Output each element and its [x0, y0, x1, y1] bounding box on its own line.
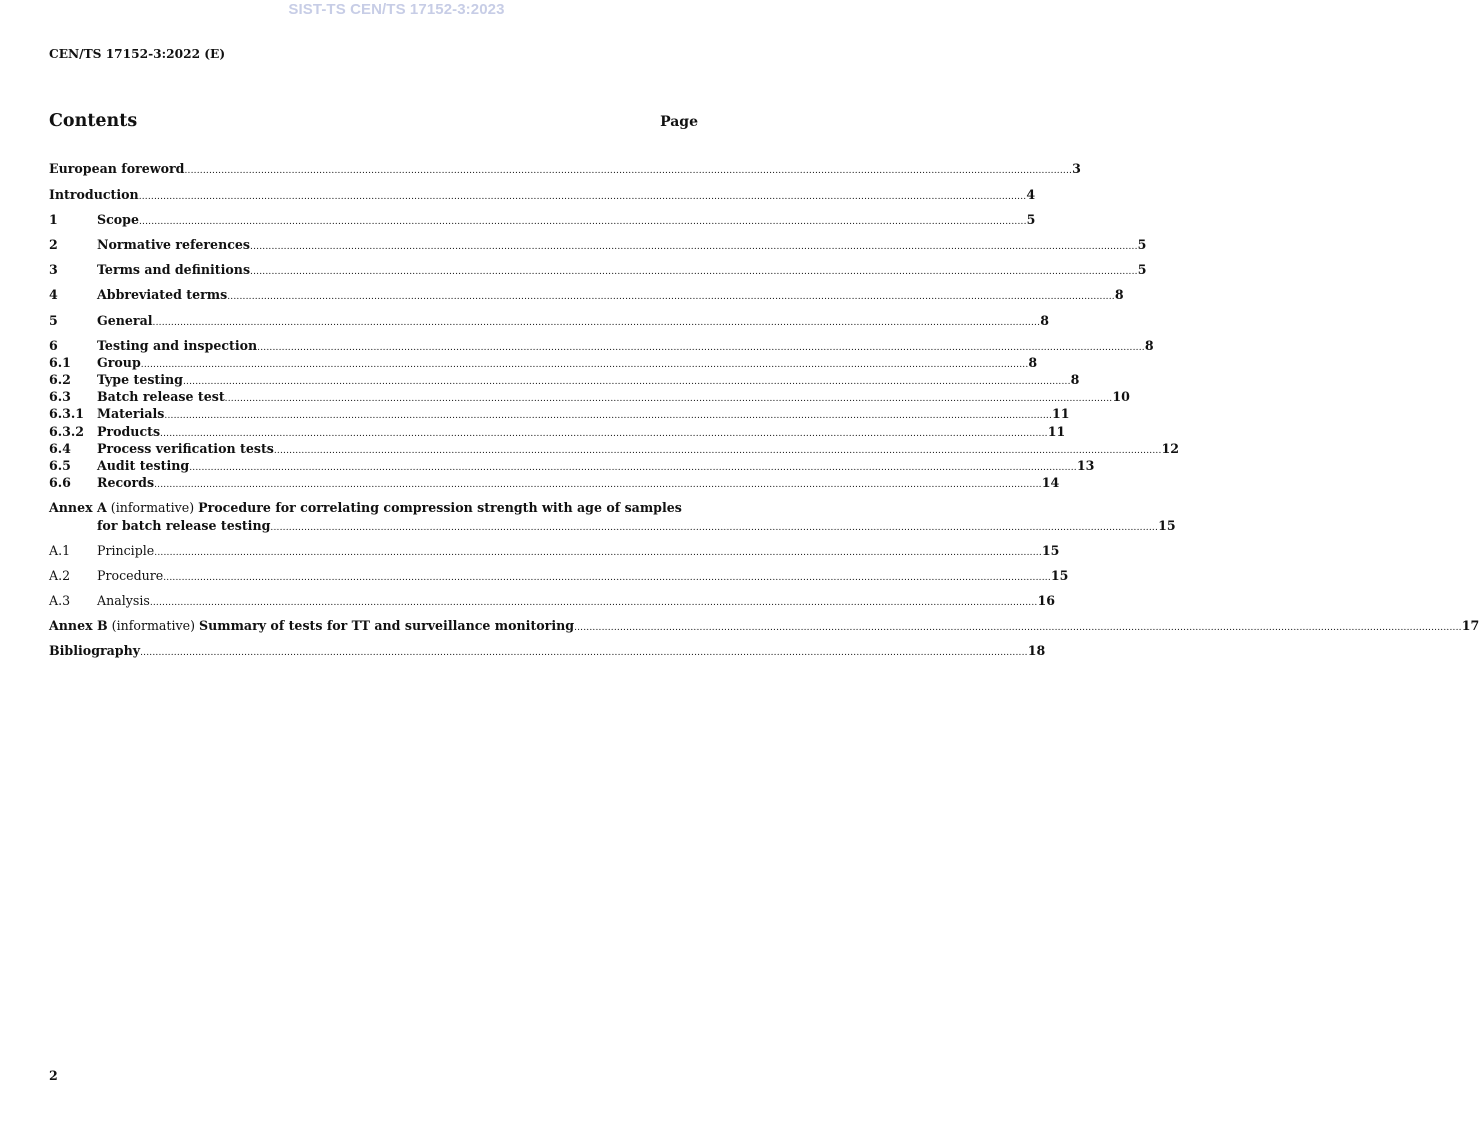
- toc-entry-page: 14: [1041, 475, 1060, 490]
- toc-entry-title: Procedure: [97, 568, 164, 583]
- toc-entry-page: 3: [1072, 161, 1081, 176]
- toc-entry-number: 6.1: [49, 355, 71, 370]
- toc-entry-number: 6.5: [49, 458, 71, 473]
- toc-entry-number: A.1: [49, 543, 71, 558]
- dot-leader: ..................................................................................................................................................................................................................................................................................................: [250, 242, 1138, 252]
- toc-entry-page: 15: [1050, 568, 1069, 583]
- toc-entry-title: Normative references: [97, 237, 251, 252]
- dot-leader: ..................................................................................................................................................................................................................................................................................................: [574, 623, 1462, 633]
- toc-entry-title: General: [97, 313, 153, 328]
- toc-entry-number: 6.3: [49, 389, 71, 404]
- toc-entry-title: Introduction: [49, 187, 139, 202]
- dot-leader: ..................................................................................................................................................................................................................................................................................................: [140, 648, 1028, 658]
- toc-entry-annex-a-analysis[interactable]: [49, 593, 1055, 609]
- toc-entry-number: 6.2: [49, 372, 71, 387]
- toc-entry-bibliography[interactable]: [49, 643, 1046, 659]
- toc-entry-number: 6: [49, 338, 58, 353]
- toc-entry-scope[interactable]: [49, 212, 1036, 228]
- toc-entry-title: Audit testing: [97, 458, 190, 473]
- toc-entry-type-testing[interactable]: [49, 372, 1080, 388]
- dot-leader: ..................................................................................................................................................................................................................................................................................................: [184, 166, 1073, 176]
- toc-entry-title: Group: [97, 355, 141, 370]
- toc-entry-number: 3: [49, 262, 58, 277]
- dot-leader: ..................................................................................................................................................................................................................................................................................................: [138, 192, 1027, 202]
- toc-entry-annex-b[interactable]: [49, 618, 1479, 634]
- toc-entry-page: 18: [1027, 643, 1046, 658]
- toc-entry-title: European foreword: [49, 161, 185, 176]
- annex-kind: (informative): [111, 618, 195, 633]
- toc-entry-title: Process verification tests: [97, 441, 274, 456]
- toc-entry-page: 8: [1040, 313, 1049, 328]
- toc-entry-foreword[interactable]: [49, 161, 1081, 177]
- toc-entry-number: 2: [49, 237, 58, 252]
- toc-entry-title: Scope: [97, 212, 139, 227]
- toc-entry-annex-a-heading[interactable]: [49, 500, 682, 516]
- toc-entry-number: 6.3.1: [49, 406, 85, 421]
- dot-leader: ..................................................................................................................................................................................................................................................................................................: [164, 411, 1053, 421]
- toc-entry-title: [49, 618, 574, 634]
- toc-entry-page: 8: [1070, 372, 1080, 387]
- toc-entry-page: 5: [1137, 237, 1147, 252]
- toc-entry-process-verification-tests[interactable]: [49, 441, 1180, 457]
- toc-entry-number: A.3: [49, 593, 71, 608]
- dot-leader: ..................................................................................................................................................................................................................................................................................................: [140, 360, 1029, 370]
- document-id: CEN/TS 17152-3:2022 (E): [49, 47, 226, 61]
- toc-entry-page: 16: [1037, 593, 1055, 608]
- dot-leader: ..................................................................................................................................................................................................................................................................................................: [273, 446, 1162, 456]
- toc-entry-page: 10: [1112, 389, 1130, 404]
- annex-label: Annex B: [49, 618, 108, 633]
- toc-entry-title: Batch release test: [97, 389, 225, 404]
- dot-leader: ..................................................................................................................................................................................................................................................................................................: [227, 292, 1115, 302]
- toc-entry-materials[interactable]: [49, 406, 1070, 422]
- toc-entry-title: Principle: [97, 543, 155, 558]
- toc-entry-number: 5: [49, 313, 58, 328]
- dot-leader: ..................................................................................................................................................................................................................................................................................................: [189, 463, 1077, 473]
- dot-leader: ..................................................................................................................................................................................................................................................................................................: [149, 598, 1038, 608]
- annex-title: Summary of tests for TT and surveillance monitoring: [199, 618, 575, 633]
- page-column-heading: Page: [660, 114, 698, 130]
- toc-entry-annex-a-procedure[interactable]: [49, 568, 1069, 584]
- watermark: SIST-TS CEN/TS 17152-3:2023: [288, 1, 505, 18]
- toc-entry-abbreviated-terms[interactable]: [49, 287, 1124, 303]
- toc-entry-title: Products: [97, 424, 161, 439]
- toc-entry-page: 8: [1028, 355, 1038, 370]
- toc-entry-testing-and-inspection[interactable]: [49, 338, 1154, 354]
- dot-leader: ..................................................................................................................................................................................................................................................................................................: [163, 573, 1051, 583]
- footer-page-number: 2: [49, 1068, 58, 1083]
- toc-entry-title: Records: [97, 475, 155, 490]
- dot-leader: ..................................................................................................................................................................................................................................................................................................: [160, 429, 1048, 439]
- toc-entry-batch-release-test[interactable]: [49, 389, 1130, 405]
- toc-entry-page: 11: [1047, 424, 1066, 439]
- annex-kind: (informative): [110, 500, 195, 515]
- toc-entry-annex-a[interactable]: [97, 518, 1176, 534]
- toc-entry-title: Materials: [97, 406, 165, 421]
- annex-title: Procedure for correlating compression strength with age of samples: [198, 500, 682, 515]
- toc-entry-page: 11: [1052, 406, 1070, 421]
- dot-leader: ..................................................................................................................................................................................................................................................................................................: [257, 343, 1145, 353]
- toc-entry-page: 4: [1026, 187, 1036, 202]
- toc-entry-introduction[interactable]: [49, 187, 1036, 203]
- dot-leader: ..................................................................................................................................................................................................................................................................................................: [250, 267, 1138, 277]
- toc-entry-page: 8: [1114, 287, 1124, 302]
- toc-entry-title: Terms and definitions: [97, 262, 251, 277]
- toc-entry-number: 4: [49, 287, 58, 302]
- contents-heading: Contents: [49, 111, 138, 131]
- toc-entry-page: 15: [1158, 518, 1176, 533]
- dot-leader: ..................................................................................................................................................................................................................................................................................................: [270, 523, 1159, 533]
- toc-entry-page: 5: [1137, 262, 1147, 277]
- toc-entry-normative-references[interactable]: [49, 237, 1147, 253]
- toc-entry-general[interactable]: [49, 313, 1049, 329]
- dot-leader: ..................................................................................................................................................................................................................................................................................................: [154, 480, 1042, 490]
- toc-entry-title: Bibliography: [49, 643, 141, 658]
- toc-entry-page: 17: [1461, 618, 1479, 633]
- toc-entry-page: 12: [1161, 441, 1180, 456]
- dot-leader: ..................................................................................................................................................................................................................................................................................................: [183, 377, 1071, 387]
- toc-entry-number: 1: [49, 212, 58, 227]
- toc-entry-page: 5: [1026, 212, 1036, 227]
- toc-entry-terms-and-definitions[interactable]: [49, 262, 1147, 278]
- toc-entry-title: Testing and inspection: [97, 338, 258, 353]
- toc-entry-page: 15: [1041, 543, 1060, 558]
- toc-entry-page: 8: [1144, 338, 1154, 353]
- dot-leader: ..................................................................................................................................................................................................................................................................................................: [154, 548, 1042, 558]
- toc-entry-audit-testing[interactable]: [49, 458, 1095, 474]
- toc-entry-title: Analysis: [97, 593, 150, 608]
- dot-leader: ..................................................................................................................................................................................................................................................................................................: [224, 394, 1113, 404]
- toc-entry-products[interactable]: [49, 424, 1066, 440]
- toc-entry-number: 6.4: [49, 441, 71, 456]
- toc-entry-group[interactable]: [49, 355, 1038, 371]
- toc-entry-title: Abbreviated terms: [97, 287, 228, 302]
- toc-entry-title: for batch release testing: [97, 518, 271, 533]
- toc-entry-page: 13: [1076, 458, 1095, 473]
- toc-entry-number: 6.6: [49, 475, 71, 490]
- toc-entry-records[interactable]: [49, 475, 1060, 491]
- toc-entry-number: A.2: [49, 568, 71, 583]
- toc-entry-title: Type testing: [97, 372, 183, 387]
- dot-leader: ..................................................................................................................................................................................................................................................................................................: [152, 318, 1041, 328]
- annex-label: Annex A: [49, 500, 107, 515]
- dot-leader: ..................................................................................................................................................................................................................................................................................................: [138, 217, 1027, 227]
- toc-entry-number: 6.3.2: [49, 424, 85, 439]
- toc-entry-annex-a-principle[interactable]: [49, 543, 1060, 559]
